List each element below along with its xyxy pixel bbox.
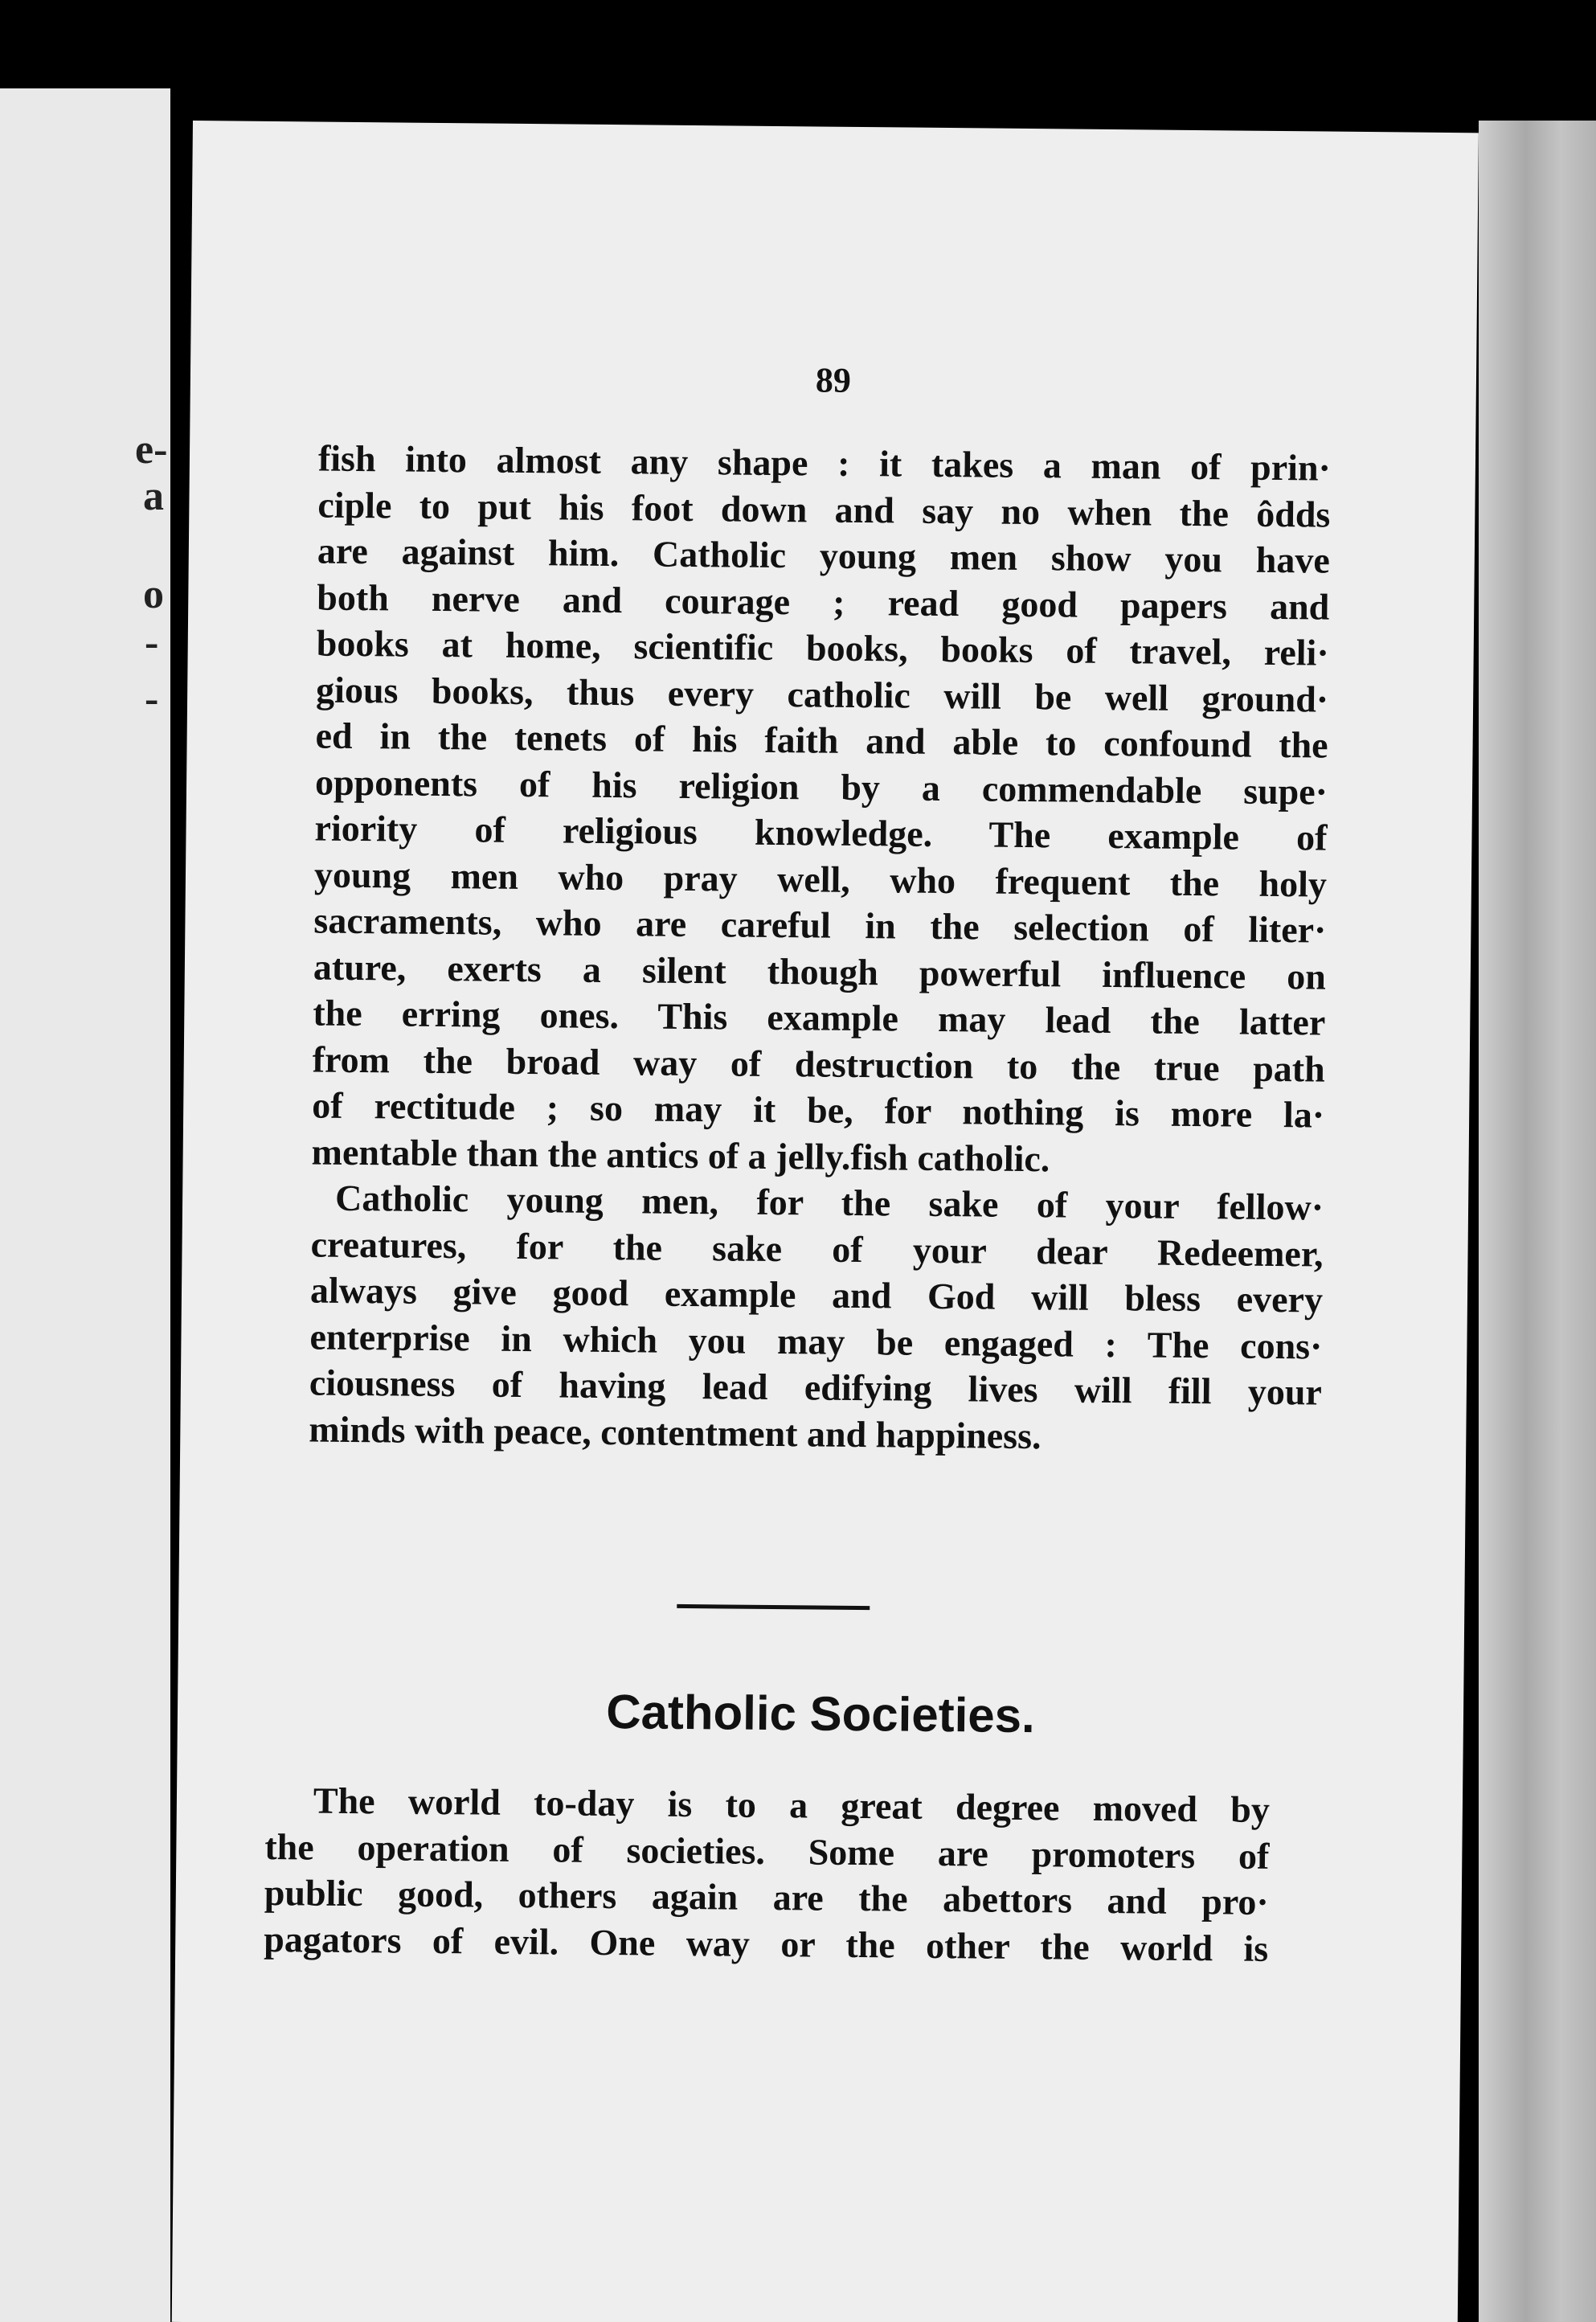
text-line: public good, others again are the abettors and pro· (264, 1871, 1270, 1923)
text-line: young men who pray well, who frequent the holy (313, 853, 1328, 905)
left-page-fragment: - (145, 676, 159, 722)
text-line: from the broad way of destruction to the true path (312, 1038, 1325, 1090)
left-page-fragment: - (145, 620, 159, 665)
text-line: ed in the tenets of his faith and able to confound the (315, 715, 1328, 766)
text-line: mentable than the antics of a jelly.fish catholic. (311, 1130, 1050, 1179)
paragraph-1 (311, 436, 1331, 1185)
left-page-fragment: e- (135, 427, 168, 473)
paragraph-3 (264, 1777, 1270, 1972)
book-page (172, 121, 1479, 2322)
paragraph-2 (309, 1174, 1324, 1461)
text-line: fish into almost any shape : it takes a man of prin· (317, 437, 1332, 489)
text-line: books at home, scientific books, books of travel, reli· (316, 622, 1329, 674)
text-line: creatures, for the sake of your dear Redeemer, (310, 1222, 1324, 1275)
text-line: ature, exerts a silent though powerful influence on (313, 945, 1327, 997)
text-line: the operation of societies. Some are promoters of (264, 1825, 1270, 1877)
text-line: enterprise in which you may be engaged : The cons· (309, 1315, 1323, 1367)
text-line: are against him. Catholic young men show you have (317, 530, 1331, 581)
text-line: both nerve and courage ; read good papers and (317, 576, 1330, 628)
text-line: gious books, thus every catholic will be well ground· (315, 669, 1329, 720)
text-line: minds with peace, contentment and happiness. (309, 1407, 1041, 1456)
text-line: pagators of evil. One way or the other the world is (264, 1918, 1269, 1969)
body-text (309, 436, 1331, 1462)
left-page-fragment: a (143, 473, 164, 519)
text-line: ciousness of having lead edifying lives will fill your (309, 1362, 1323, 1413)
section-heading: Catholic Societies. (605, 1685, 1036, 1743)
text-line: always give good example and God will bless every (309, 1269, 1324, 1321)
text-line: of rectitude ; so may it be, for nothing is more la· (312, 1084, 1325, 1136)
text-line: sacraments, who are careful in the selection of liter· (313, 899, 1327, 951)
page-number: 89 (815, 360, 852, 400)
text-line: The world to-day is to a great degree moved by (313, 1779, 1271, 1830)
text-line: riority of religious knowledge. The example of (314, 807, 1328, 858)
page-stack-edge (1479, 121, 1596, 2322)
text-line: Catholic young men, for the sake of your fellow· (334, 1177, 1324, 1228)
left-page-edge (0, 88, 170, 2322)
left-page-fragment: o (143, 571, 164, 617)
text-line: opponents of his religion by a commendable supe· (314, 760, 1328, 813)
text-line: the erring ones. This example may lead the latter (313, 992, 1326, 1043)
text-line: ciple to put his foot down and say no when the ôdds (317, 484, 1331, 535)
section-divider (677, 1604, 870, 1610)
